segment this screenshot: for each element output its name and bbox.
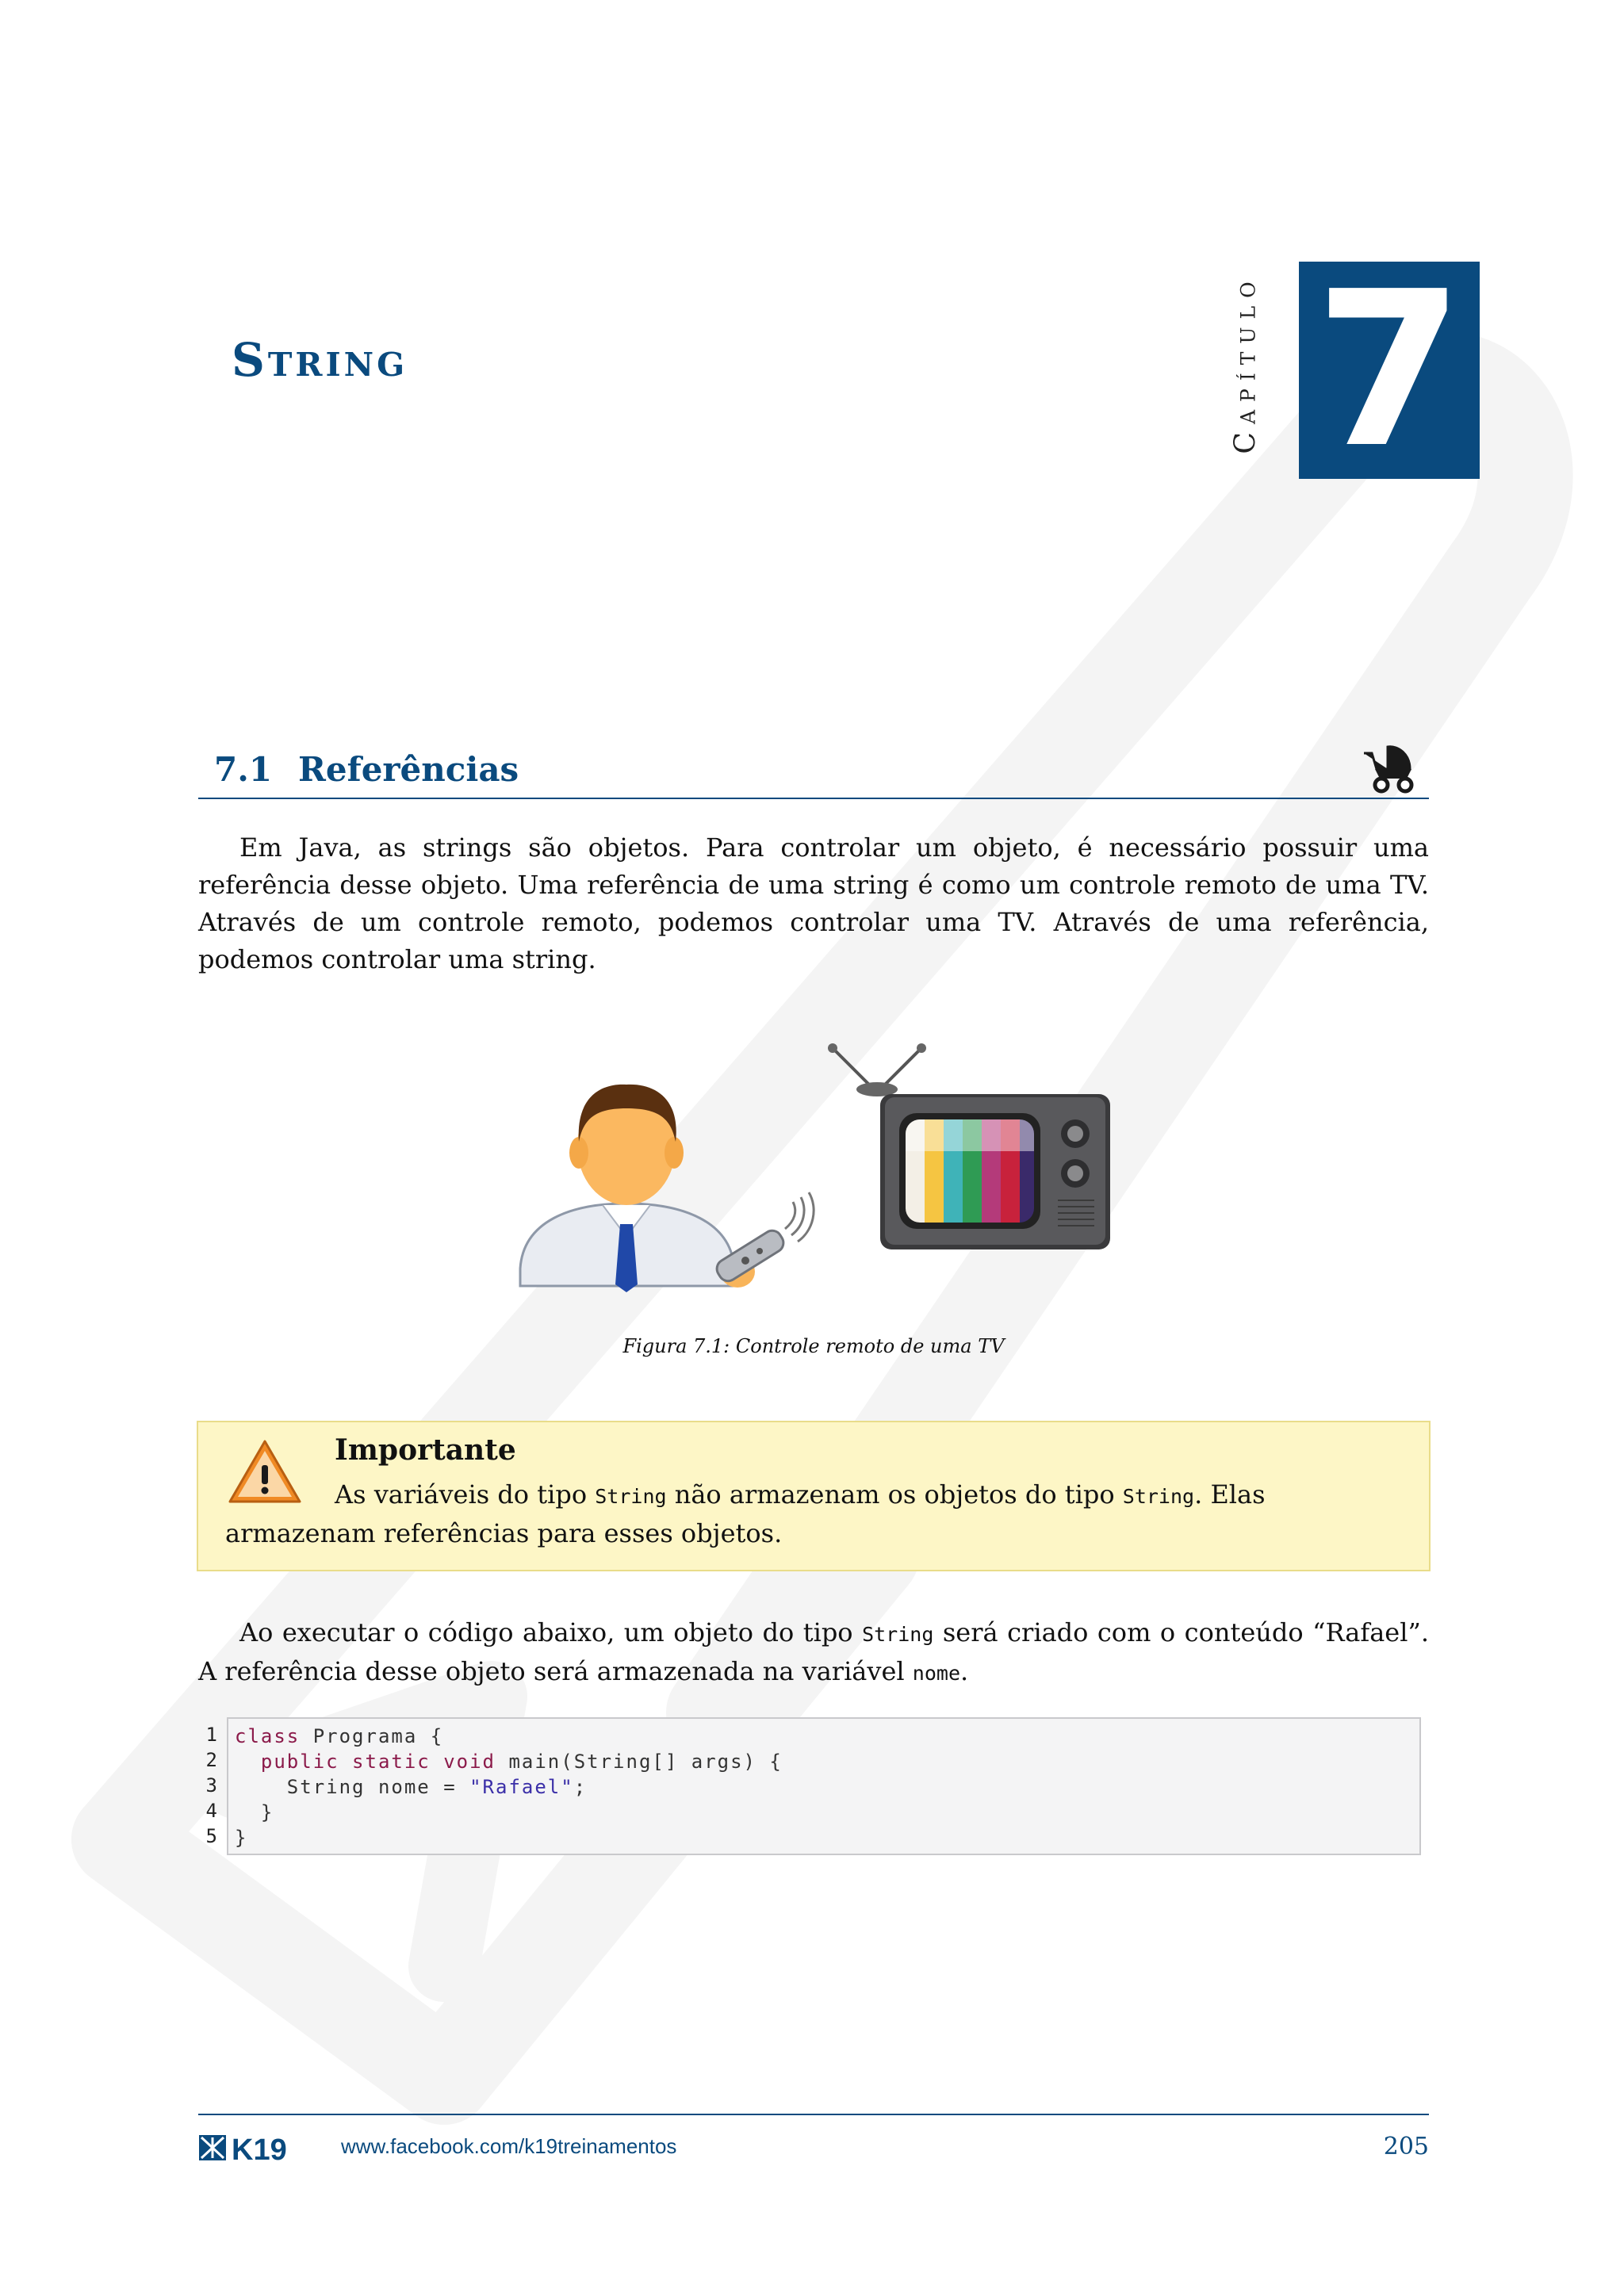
code-line-4: } <box>235 1801 274 1823</box>
footer-rule <box>198 2114 1429 2115</box>
important-text-3: . Elas armazenam referências para esses objetos. <box>225 1479 1266 1548</box>
code-text: ; <box>573 1776 588 1798</box>
stroller-icon <box>1358 737 1418 794</box>
code-line-2 <box>235 1749 1413 1774</box>
section-rule <box>198 798 1429 799</box>
code-keyword: class <box>235 1725 301 1747</box>
figure-caption: Figura 7.1: Controle remoto de uma TV <box>622 1335 1005 1357</box>
k19-logo <box>198 2133 319 2163</box>
figure-person-tv <box>508 1007 1118 1308</box>
code-intro-text-2: será criado com o conteúdo “Rafael”. A referência desse objeto será armazenada na variável <box>198 1617 1430 1686</box>
important-box <box>197 1421 1431 1571</box>
line-number: 3 <box>205 1774 217 1797</box>
page-number: 205 <box>1383 2133 1429 2160</box>
line-number: 5 <box>205 1825 217 1847</box>
section-title: Referências <box>298 750 519 789</box>
code-indent <box>235 1751 261 1773</box>
chapter-title: String <box>232 333 408 387</box>
line-number: 4 <box>205 1800 217 1822</box>
important-code-2: String <box>1122 1485 1195 1508</box>
intro-paragraph-text: Em Java, as strings são objetos. Para controlar um objeto, é necessário possuir uma referência desse objeto. Uma referência de uma string é como um controle remoto de uma TV. Através de um controle remoto, podemos controlar uma TV. Através de uma referência, podemos controlar uma string. <box>198 832 1429 974</box>
chapter-label <box>1217 252 1274 476</box>
code-intro-text-1: Ao executar o código abaixo, um objeto do tipo <box>239 1617 863 1647</box>
code-line-3 <box>235 1774 1413 1800</box>
facebook-link[interactable]: www.facebook.com/k19treinamentos <box>341 2134 677 2158</box>
section-number: 7.1 <box>214 750 273 789</box>
code-intro-text-3: . <box>960 1656 969 1686</box>
chapter-number: 7 <box>1299 262 1480 479</box>
line-number: 1 <box>205 1724 217 1746</box>
line-numbers <box>197 1717 217 1849</box>
important-code-1: String <box>595 1485 667 1508</box>
code-line-5: } <box>235 1827 248 1849</box>
code-text: Programa { <box>300 1725 444 1747</box>
k19-logo-text: K19 <box>232 2133 287 2163</box>
line-number: 2 <box>205 1749 217 1771</box>
code-intro-code-1: String <box>862 1623 934 1646</box>
important-text-2: não armazenam os objetos do tipo <box>666 1479 1123 1510</box>
important-text <box>225 1476 1402 1552</box>
chapter-label-text: Capítulo <box>1229 274 1262 454</box>
code-text: main(String[] args) { <box>496 1751 783 1773</box>
code-listing <box>197 1717 1423 1857</box>
code-intro-paragraph <box>198 1614 1429 1692</box>
code-box <box>227 1717 1421 1855</box>
code-keyword: public static void <box>260 1751 496 1773</box>
code-text: String nome = <box>235 1776 470 1798</box>
section-heading <box>214 750 1429 789</box>
intro-paragraph <box>198 829 1429 978</box>
code-line-1 <box>235 1724 1413 1749</box>
important-title: Importante <box>335 1433 516 1467</box>
code-intro-code-2: nome <box>912 1662 961 1685</box>
important-text-1: As variáveis do tipo <box>335 1479 596 1510</box>
code-string: "Rafael" <box>469 1776 574 1798</box>
